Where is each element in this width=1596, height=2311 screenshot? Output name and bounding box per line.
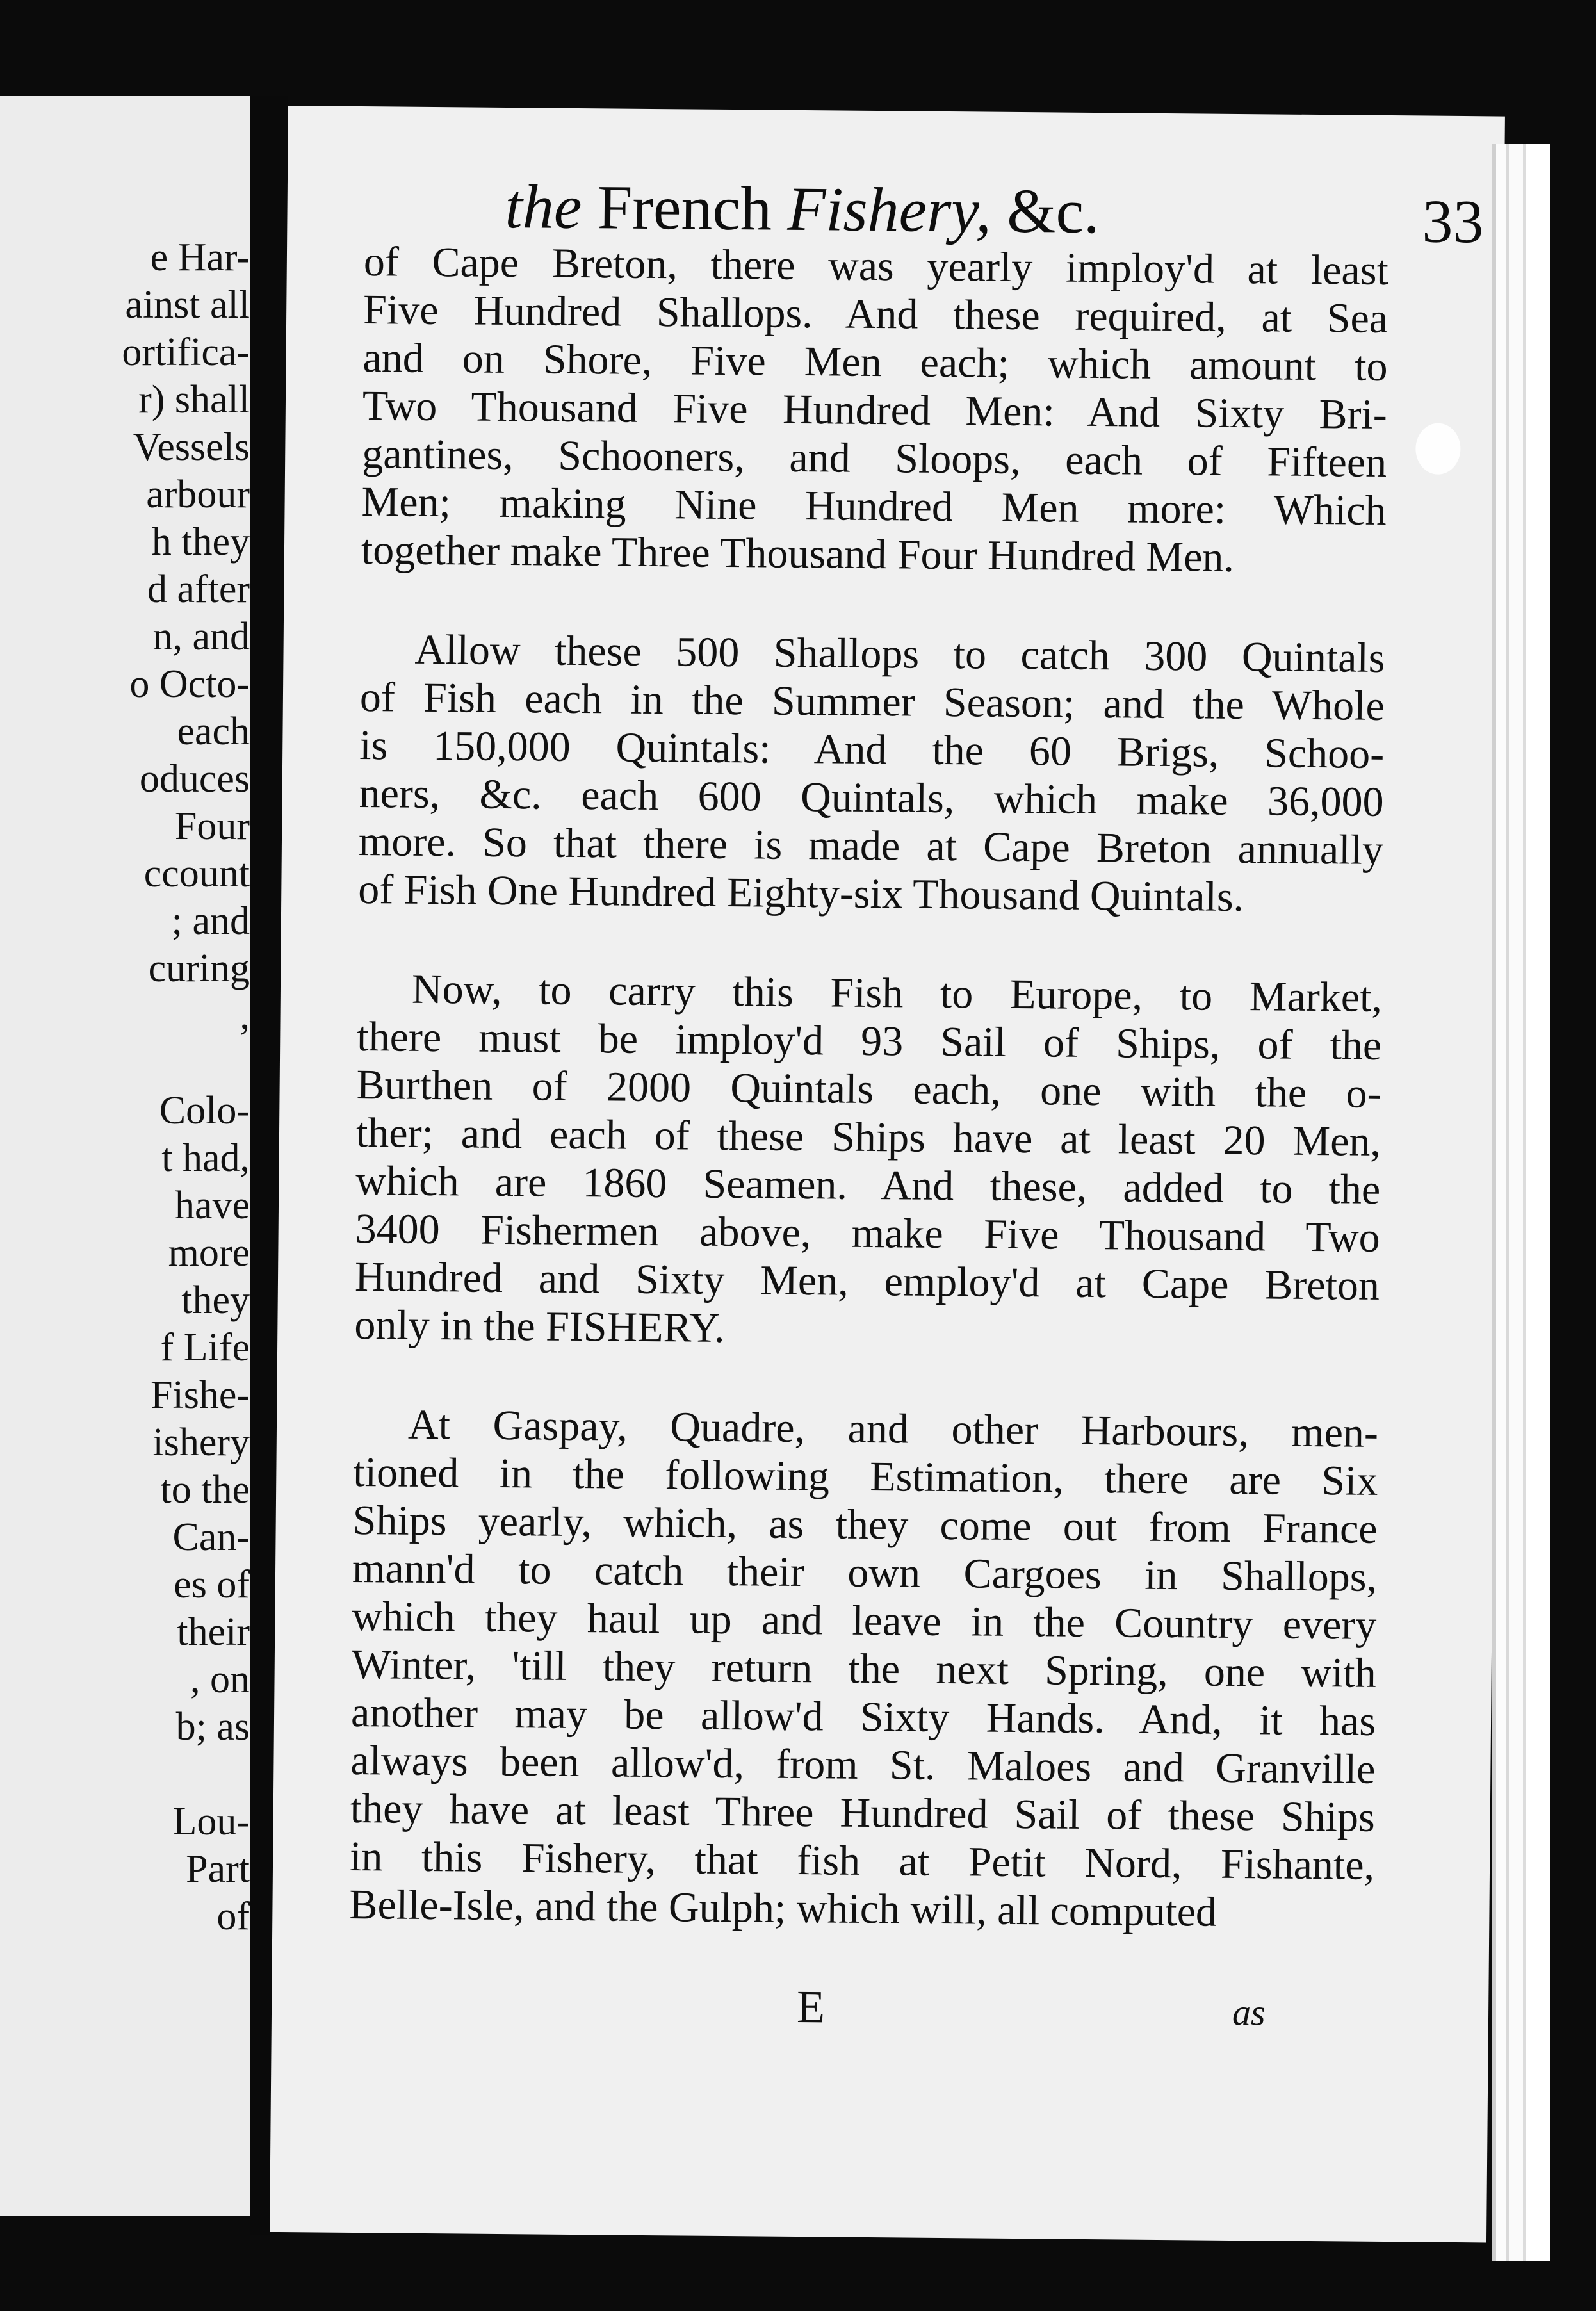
left-page-line: of <box>216 1895 250 1938</box>
text-line: Five Hundred Shallops. And these required, at Sea <box>362 286 1388 342</box>
signature-mark: E <box>796 1981 826 2033</box>
left-page-line: ainst all <box>125 283 250 327</box>
catchword: as <box>1232 1991 1266 2034</box>
text-line: of Fish each in the Summer Season; and the Whole <box>359 674 1385 730</box>
left-page-line: ortifica- <box>122 331 250 374</box>
text-line: of Cape Breton, there was yearly imploy'd at least <box>363 238 1389 294</box>
text-line: ther; and each of these Ships have at least 20 Men, <box>355 1109 1381 1165</box>
left-page-line: h they <box>151 520 250 564</box>
text-line: they have at least Three Hundred Sail of these Ships <box>350 1784 1376 1841</box>
text-line: Winter, 'till they return the next Spring, one with <box>351 1640 1377 1697</box>
left-page-line: e Har- <box>150 236 250 279</box>
text-line: Burthen of 2000 Quintals each, one with the o- <box>356 1061 1381 1117</box>
left-page-line: their <box>177 1610 250 1654</box>
left-page-line: each <box>177 710 250 753</box>
left-page-line: arbour <box>146 473 250 516</box>
text-line: there must be imploy'd 93 Sail of Ships, of the <box>357 1013 1382 1069</box>
text-line: another may be allow'd Sixty Hands. And, it has <box>350 1688 1376 1745</box>
left-page-fragment <box>0 96 250 2216</box>
left-page-line: oduces <box>139 757 250 801</box>
body-text <box>348 238 1388 1989</box>
paragraph <box>358 625 1385 922</box>
left-page-line: f Life <box>160 1326 250 1369</box>
left-page-line: Vessels <box>133 425 250 469</box>
paragraph <box>354 965 1382 1358</box>
left-page-line: , on <box>190 1658 250 1701</box>
page-edges <box>1492 144 1550 2261</box>
running-head-word: Fishery, <box>787 174 992 246</box>
running-head-title <box>505 168 1100 250</box>
left-page-line: Can- <box>172 1515 250 1559</box>
text-line: mann'd to catch their own Cargoes in Shallops, <box>352 1544 1378 1601</box>
text-line: which are 1860 Seamen. And these, added to the <box>355 1157 1381 1213</box>
text-line: only in the FISHERY. <box>354 1301 725 1352</box>
text-line: Belle-Isle, and the Gulph; which will, all computed <box>349 1881 1217 1936</box>
text-line: always been allow'd, from St. Maloes and Granville <box>350 1736 1376 1793</box>
left-page-line: have <box>174 1184 250 1227</box>
left-page-line: curing <box>148 947 250 990</box>
text-line: tioned in the following Estimation, there are Six <box>353 1448 1378 1505</box>
page-number: 33 <box>1422 186 1484 256</box>
left-page-line: t had, <box>161 1136 250 1180</box>
text-line: of Fish One Hundred Eighty-six Thousand Quintals. <box>358 866 1244 921</box>
left-page-line: d after <box>147 568 250 611</box>
text-line: Ships yearly, which, as they come out from France <box>352 1496 1378 1553</box>
text-line: Allow these 500 Shallops to catch 300 Quintals <box>414 626 1385 682</box>
running-head-word: the <box>505 172 582 243</box>
left-page-line: ccount <box>143 852 250 895</box>
left-page-line: Colo- <box>159 1089 250 1132</box>
text-line: is 150,000 Quintals: And the 60 Brigs, Schoo- <box>359 722 1385 778</box>
paragraph <box>361 238 1389 583</box>
left-page-line: o Octo- <box>129 662 250 706</box>
text-line: Hundred and Sixty Men, employ'd at Cape Breton <box>354 1253 1380 1309</box>
left-page-line: more <box>168 1231 250 1275</box>
left-page-line: ; and <box>171 899 250 943</box>
running-head-word: &c. <box>1006 176 1100 247</box>
left-page-line: r) shall <box>138 378 250 421</box>
text-line: in this Fishery, that fish at Petit Nord, Fishante, <box>349 1833 1375 1889</box>
left-page-line: Fishe- <box>151 1373 250 1417</box>
left-page-line: n, and <box>152 615 250 658</box>
left-page-line: , <box>240 994 250 1038</box>
text-line: At Gaspay, Quadre, and other Harbours, men- <box>407 1401 1379 1457</box>
text-line: more. So that there is made at Cape Breton annually <box>358 818 1384 874</box>
text-line: 3400 Fishermen above, make Five Thousand Two <box>355 1205 1380 1261</box>
left-page-line: Lou- <box>172 1800 250 1843</box>
text-line: Now, to carry this Fish to Europe, to Market, <box>411 965 1383 1021</box>
paper-stain <box>1415 423 1461 475</box>
text-line: and on Shore, Five Men each; which amount to <box>362 334 1388 390</box>
running-head-word: French <box>597 173 772 244</box>
left-page-line: b; as <box>175 1705 250 1749</box>
text-line: ners, &c. each 600 Quintals, which make 36,000 <box>359 770 1384 826</box>
text-line: together make Three Thousand Four Hundred Men. <box>361 527 1235 581</box>
right-page <box>270 106 1505 2242</box>
text-line: Two Thousand Five Hundred Men: And Sixty Bri- <box>362 382 1388 438</box>
paragraph <box>349 1400 1378 1938</box>
left-page-line: Part <box>186 1847 250 1891</box>
left-page-line: they <box>181 1278 250 1322</box>
left-page-line: Four <box>174 804 250 848</box>
text-line: Men; making Nine Hundred Men more: Which <box>361 478 1387 534</box>
left-page-line: to the <box>160 1468 250 1512</box>
text-line: gantines, Schooners, and Sloops, each of Fifteen <box>361 430 1387 486</box>
left-page-line: es of <box>174 1563 250 1606</box>
text-line: which they haul up and leave in the Country every <box>352 1592 1377 1649</box>
left-page-line: ishery <box>152 1421 250 1464</box>
